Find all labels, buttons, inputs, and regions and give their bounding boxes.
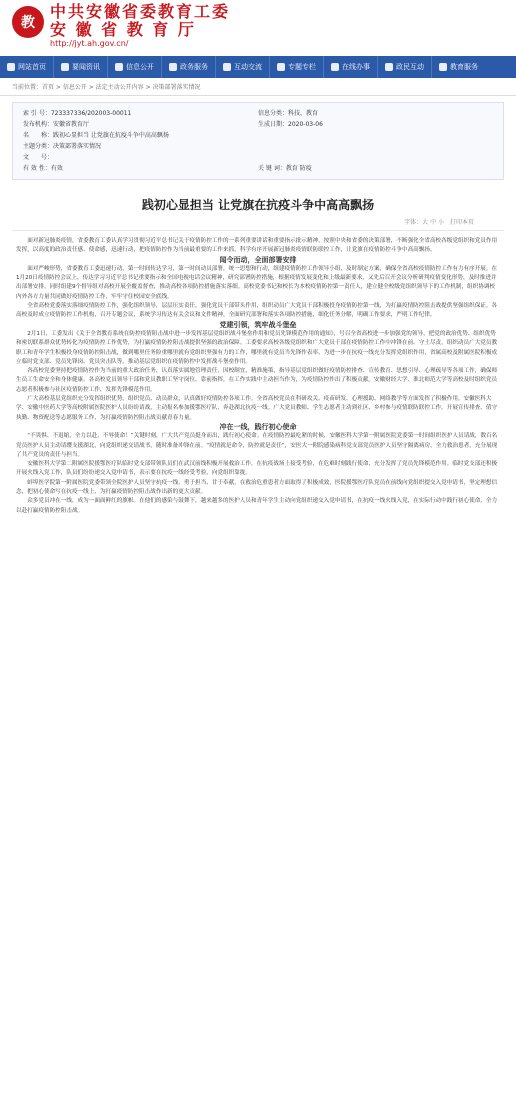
meta-index: 723337336/202003-00011	[50, 110, 132, 117]
nav-gov[interactable]	[378, 56, 432, 78]
info-icon	[115, 63, 123, 71]
paragraph: 广大高校基层党组织充分发挥组织优势，组织党员、动员群众，认真做好疫情防控各项工作。全省高校党员在科研攻关、疫苗研发、心理援助、网络教学等方面发挥了积极作用。安徽医科大学、安徽中医药大学等高校附属医院医护人员纷纷请战，主动报名参加援鄂医疗队，奔赴湖北抗疫一线。广大党员教师、学生志愿者主动到社区、乡村参与疫情联防联控工作，开展宣传排查、值守执勤、物资配送等志愿服务工作，为打赢疫情防控阻击战贡献青春力量。	[16, 396, 498, 421]
paragraph: 安徽医科大学第二附属医院援鄂医疗队临时党支部带领队员们在武汉前线积极开展救治工作，在抗疫战场上接受考验，在危难时刻践行使命，充分发挥了党员先锋模范作用。临时党支部还积极开展火线入党工作，队员们纷纷递交入党申请书，表示要在抗疫一线经受考验，向党组织靠拢。	[16, 461, 498, 477]
meta-label: 文 号：	[23, 154, 54, 161]
nav-home[interactable]	[0, 56, 54, 78]
paragraph: 各高校党委坚持把疫情防控作为当前的重大政治任务，认真落实属地管理责任，因校制宜，精准施策，指导基层党组织做好疫情防控排查、宣传教育、思想引导、心理疏导等各项工作，确保师生员工生命安全和身体健康。各高校党员领导干部和党员教职工坚守岗位、靠前指挥，在工作实践中主动担当作为，为疫情防控作出了积极贡献。安徽财经大学、淮北师范大学等高校及时组织党员志愿者积极参与社区疫情防控工作，发挥先锋模范作用。	[16, 368, 498, 393]
font-size-tools[interactable]: 字体：大 中 小 打印本页	[12, 213, 504, 231]
meta-category: 科技、教育	[288, 110, 319, 117]
meta-subject: 决策部署落实情况	[53, 143, 102, 150]
paragraph: 众多党员冲在一线，成为一面面鲜红的旗帜。在他们的感染与鼓舞下，越来越多的医护人员和青年学生主动向党组织递交入党申请书，在抗疫一线火线入党，在实际行动中践行初心使命，全力以赴打赢疫情防控阻击战。	[16, 498, 498, 514]
meta-label: 信息分类：	[258, 110, 289, 117]
meta-name: 践初心显担当 让党旗在抗疫斗争中高高飘扬	[53, 132, 169, 139]
edu-icon	[439, 63, 447, 71]
nav-news[interactable]	[54, 56, 108, 78]
paragraph: 面对新冠肺炎疫情，省委教育工委认真学习贯彻习近平总书记关于疫情防控工作的一系列重要讲话和重要指示批示精神，按照中央和省委的决策部署，不断强化全省高校各级党组织和党员作用发挥，以高度的政治责任感、使命感，迅速行动，把疫情防控作为当前最重要的工作来抓，科学有序开展新冠肺炎疫情联防联控工作，让党旗在疫情防控斗争中高高飘扬。	[16, 238, 498, 254]
nav-label: 教育服务	[450, 63, 478, 71]
emblem-icon: 教	[12, 6, 44, 38]
paragraph: 全省高校党委落实落细疫情防控工作，强化组织领导，层层压实责任，强化党员干部带头作用，组织动员广大党员干部积极投身疫情防控第一线，为打赢疫情防控阻击战提供坚强组织保证。各高校及时成立疫情防控工作机构，召开专题会议，系统学习传达有关会议和文件精神，全面研究部署和落实各项防控措施，细化任务分解，明确工作要求，严明工作纪律。	[16, 303, 498, 319]
meta-label: 主题分类：	[23, 143, 54, 150]
nav-label: 网站首页	[18, 63, 46, 71]
site-title	[50, 3, 230, 39]
paragraph: 蚌埠医学院第一附属医院党委带领全院医护人员坚守抗疫一线，勇于担当、甘于奉献，在救治危重患者方面取得了积极成效，医院援鄂医疗队党员在前线向党组织提交入党申请书，坚定理想信念，把初心使命写在抗疫一线上，为打赢疫情防控阻击战作出新的更大贡献。	[16, 479, 498, 496]
nav-online[interactable]	[324, 56, 378, 78]
gov-icon	[385, 63, 393, 71]
nav-label: 政务服务	[180, 63, 208, 71]
paragraph: 面对严峻形势，省委教育工委迅速行动，第一时间传达学习，第一时间动员部署，统一思想和行动，组建疫情防控工作领导小组，及时制定方案，确保全省高校疫情防控工作有力有序开展。在1月20日疫情防控会议上，传达学习习近平总书记重要指示和全国电视电话会议精神，研究部署防控措施，根据疫情发展变化和上级最新要求，又先后召开会议分析研判疫情变化形势，及时推进并出部署安排。同时组建9个督导组对高校开展全覆盖督查，推动高校各项防控措施落实落细。高校党委书记和校长为本校疫情防控第一责任人，建立健全校级党组织领导下的工作机制，组织协调校内外各方力量共同做好疫情防控工作，牢牢守住校园安全底线。	[16, 265, 498, 300]
nav-label: 互动交流	[234, 63, 262, 71]
meta-validity: 有效	[50, 165, 63, 172]
meta-keywords: 教育 防疫	[285, 165, 312, 172]
article-body	[0, 237, 516, 516]
site-title-line1: 中共安徽省委教育工委	[50, 2, 231, 21]
meta-label: 名 称：	[23, 132, 54, 139]
nav-interact[interactable]	[216, 56, 270, 78]
site-url: http://jyt.ah.gov.cn/	[50, 39, 129, 48]
main-nav	[0, 56, 516, 78]
site-header	[0, 0, 516, 52]
nav-service[interactable]	[162, 56, 216, 78]
section-heading: 冲在一线，践行初心使命	[219, 422, 297, 431]
nav-topic[interactable]	[270, 56, 324, 78]
nav-label: 政民互动	[396, 63, 424, 71]
meta-publisher: 安徽省教育厅	[53, 121, 90, 128]
chat-icon	[223, 63, 231, 71]
nav-label: 在线办事	[342, 63, 370, 71]
meta-label: 索 引 号：	[23, 110, 51, 117]
section-heading: 党建引领，筑牢战斗堡垒	[219, 320, 297, 329]
meta-label: 有 效 性：	[23, 165, 51, 172]
nav-label: 信息公开	[126, 63, 154, 71]
article-title: 践初心显担当 让党旗在抗疫斗争中高高飘扬	[141, 198, 375, 212]
home-icon	[7, 63, 15, 71]
paragraph: 2月1日，工委发出《关于全省教育系统在防控疫情阻击战中进一步发挥基层党组织战斗堡垒作用和党员先锋模范作用的通知》，号召全省高校进一步加强党的领导，把党的政治优势、组织优势和密切联系群众优势转化为疫情防控工作优势，为打赢疫情防控阻击战提供坚强的政治保障。工委要求高校各级党组织和广大党员干部在疫情防控工作中冲锋在前、守土尽责，组织动员广大党员教职工和青年学生积极投身疫情防控阻击战，做到哪里任务险重哪里就有党组织坚强有力的工作，哪里就有党员当先锋作表率，为进一步在抗疫一线充分发挥党组织作用，省属高校及附属医院积极成立临时党支部、党员先锋岗、党员突击队等，推动基层党组织在疫情防控中发挥战斗堡垒作用。	[16, 330, 498, 365]
nav-label: 专题专栏	[288, 63, 316, 71]
nav-label: 要闻资讯	[72, 63, 100, 71]
service-icon	[169, 63, 177, 71]
nav-edu[interactable]	[432, 56, 485, 78]
meta-label: 生成日期：	[258, 121, 289, 128]
paragraph: “不畏惧、不退缩，全力以赴，不辱使命！”关键时刻，广大共产党员挺身而出，践行初心使命。在疫情防控最吃紧的时候，安徽医科大学第一附属医院党委第一时间组织医护人员请战，数百名党员医护人员主动请缨支援湖北，向党组织递交请战书，随时准备冲锋在前。“疫情就是命令，防控就是责任”，安医大一附院感染病科党支部党员医护人员坚守隔离病房，全力救治患者，充分展现了共产党员的责任与担当。	[16, 433, 498, 458]
news-icon	[61, 63, 69, 71]
online-icon	[331, 63, 339, 71]
meta-box	[12, 102, 504, 180]
nav-info[interactable]	[108, 56, 162, 78]
section-heading: 闻令而动，全面部署安排	[219, 255, 297, 264]
topic-icon	[277, 63, 285, 71]
meta-label: 关 键 词：	[258, 165, 286, 172]
site-title-line2: 安 徽 省 教 育 厅	[50, 20, 196, 39]
meta-date: 2020-03-06	[288, 121, 323, 128]
breadcrumb: 当前位置：首页 > 信息公开 > 法定主动公开内容 > 决策部署落实情况	[0, 78, 516, 96]
meta-label: 发布机构：	[23, 121, 54, 128]
